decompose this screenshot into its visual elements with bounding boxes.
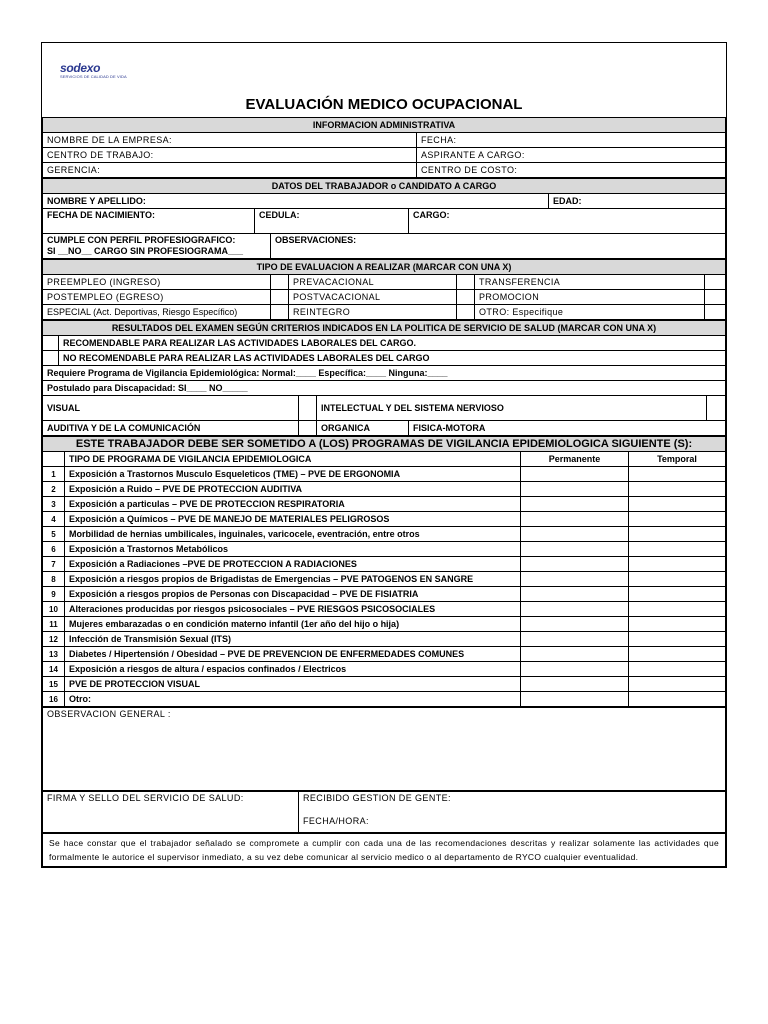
program-temporal-cell[interactable] [629, 692, 726, 707]
programs-permanente-header: Permanente [521, 452, 629, 467]
program-number: 9 [43, 587, 65, 602]
checkbox-recomendable[interactable] [43, 336, 59, 351]
program-permanente-cell[interactable] [521, 662, 629, 677]
programs-table [42, 436, 726, 707]
nombre-field[interactable]: NOMBRE Y APELLIDO: [43, 194, 549, 209]
program-row [43, 647, 726, 662]
recomendable-label: RECOMENDABLE PARA REALIZAR LAS ACTIVIDADES LABORALES DEL CARGO. [59, 336, 726, 351]
program-temporal-cell[interactable] [629, 512, 726, 527]
program-label: Exposición a particulas – PVE DE PROTECCION RESPIRATORIA [65, 497, 521, 512]
program-row [43, 542, 726, 557]
eval-postempleo: POSTEMPLEO (EGRESO) [43, 290, 271, 305]
program-temporal-cell[interactable] [629, 482, 726, 497]
observacion-general-field[interactable]: OBSERVACION GENERAL : [43, 708, 726, 791]
program-permanente-cell[interactable] [521, 512, 629, 527]
program-permanente-cell[interactable] [521, 482, 629, 497]
program-permanente-cell[interactable] [521, 527, 629, 542]
signatures-table [42, 791, 726, 833]
programs-number-header [43, 452, 65, 467]
program-label: Exposición a Radiaciones –PVE DE PROTECCION A RADIACIONES [65, 557, 521, 572]
observaciones-field[interactable]: OBSERVACIONES: [271, 234, 726, 259]
aspirante-field[interactable]: ASPIRANTE A CARGO: [417, 148, 726, 163]
organica-label: ORGANICA [317, 421, 409, 436]
perfil-field[interactable] [43, 234, 271, 259]
centro-costo-field[interactable]: CENTRO DE COSTO: [417, 163, 726, 178]
program-temporal-cell[interactable] [629, 677, 726, 692]
checkbox-prevacacional[interactable] [457, 275, 475, 290]
program-temporal-cell[interactable] [629, 542, 726, 557]
visual-label: VISUAL [43, 396, 299, 421]
program-rows [43, 467, 726, 707]
program-label: Exposición a Trastornos Metabólicos [65, 542, 521, 557]
worker-table [42, 178, 726, 259]
eval-preempleo: PREEMPLEO (INGRESO) [43, 275, 271, 290]
program-number: 12 [43, 632, 65, 647]
program-row [43, 497, 726, 512]
checkbox-auditiva[interactable] [299, 421, 317, 436]
auditiva-label: AUDITIVA Y DE LA COMUNICACIÓN [43, 421, 299, 436]
eval-especial: ESPECIAL (Act. Deportivas, Riesgo Específico) [43, 305, 271, 320]
fisica-label: FISICA-MOTORA [409, 421, 726, 436]
program-number: 3 [43, 497, 65, 512]
program-label: Exposición a Ruido – PVE DE PROTECCION AUDITIVA [65, 482, 521, 497]
recibido-label: RECIBIDO GESTION DE GENTE: [303, 793, 451, 803]
program-label: Exposición a riesgos de altura / espacios confinados / Electricos [65, 662, 521, 677]
logo-area [42, 43, 726, 93]
program-label: Exposición a Químicos – PVE DE MANEJO DE MATERIALES PELIGROSOS [65, 512, 521, 527]
logo-word: sodexo [60, 61, 101, 75]
footer-table [42, 833, 726, 867]
program-permanente-cell[interactable] [521, 587, 629, 602]
no-recomendable-label: NO RECOMENDABLE PARA REALIZAR LAS ACTIVIDADES LABORALES DEL CARGO [59, 351, 726, 366]
eval-promocion: PROMOCION [475, 290, 705, 305]
perfil-line-2: SI __NO__ CARGO SIN PROFESIOGRAMA___ [47, 246, 244, 256]
empresa-field[interactable]: NOMBRE DE LA EMPRESA: [43, 133, 417, 148]
program-temporal-cell[interactable] [629, 497, 726, 512]
program-temporal-cell[interactable] [629, 617, 726, 632]
program-temporal-cell[interactable] [629, 632, 726, 647]
program-temporal-cell[interactable] [629, 647, 726, 662]
program-row [43, 572, 726, 587]
program-permanente-cell[interactable] [521, 542, 629, 557]
cedula-field[interactable]: CEDULA: [255, 209, 409, 234]
observacion-table [42, 707, 726, 791]
program-temporal-cell[interactable] [629, 662, 726, 677]
cargo-field[interactable]: CARGO: [409, 209, 726, 234]
eval-otro: OTRO: Especifique [475, 305, 705, 320]
programs-temporal-header: Temporal [629, 452, 726, 467]
program-temporal-cell[interactable] [629, 557, 726, 572]
recibido-field[interactable] [299, 792, 726, 833]
program-permanente-cell[interactable] [521, 572, 629, 587]
program-number: 1 [43, 467, 65, 482]
intelectual-label: INTELECTUAL Y DEL SISTEMA NERVIOSO [317, 396, 707, 421]
checkbox-otro[interactable] [705, 305, 726, 320]
program-row [43, 587, 726, 602]
eval-type-header: TIPO DE EVALUACION A REALIZAR (MARCAR CON UNA X) [43, 260, 726, 275]
program-number: 7 [43, 557, 65, 572]
program-number: 5 [43, 527, 65, 542]
checkbox-preempleo[interactable] [271, 275, 289, 290]
program-row [43, 692, 726, 707]
program-permanente-cell[interactable] [521, 497, 629, 512]
checkbox-intelectual[interactable] [707, 396, 726, 421]
program-permanente-cell[interactable] [521, 632, 629, 647]
program-row [43, 632, 726, 647]
centro-trabajo-field[interactable]: CENTRO DE TRABAJO: [43, 148, 417, 163]
program-number: 11 [43, 617, 65, 632]
medical-evaluation-form [41, 42, 727, 868]
checkbox-reintegro[interactable] [457, 305, 475, 320]
program-permanente-cell[interactable] [521, 557, 629, 572]
eval-reintegro: REINTEGRO [289, 305, 457, 320]
program-row [43, 482, 726, 497]
nacimiento-field[interactable]: FECHA DE NACIMIENTO: [43, 209, 255, 234]
worker-header: DATOS DEL TRABAJADOR o CANDIDATO A CARGO [43, 179, 726, 194]
sodexo-logo [60, 61, 127, 79]
admin-header: INFORMACION ADMINISTRATIVA [43, 118, 726, 133]
program-permanente-cell[interactable] [521, 467, 629, 482]
program-row [43, 662, 726, 677]
program-permanente-cell[interactable] [521, 602, 629, 617]
program-permanente-cell[interactable] [521, 677, 629, 692]
program-row [43, 512, 726, 527]
program-permanente-cell[interactable] [521, 647, 629, 662]
program-temporal-cell[interactable] [629, 572, 726, 587]
program-label: Diabetes / Hipertensión / Obesidad – PVE DE PREVENCION DE ENFERMEDADES COMUNES [65, 647, 521, 662]
program-label: Exposición a riesgos propios de Brigadistas de Emergencias – PVE PATOGENOS EN SANGRE [65, 572, 521, 587]
page-title: EVALUACIÓN MEDICO OCUPACIONAL [245, 96, 523, 113]
program-number: 14 [43, 662, 65, 677]
checkbox-especial[interactable] [271, 305, 289, 320]
fecha-hora-label: FECHA/HORA: [303, 816, 369, 826]
program-label: Otro: [65, 692, 521, 707]
checkbox-promocion[interactable] [705, 290, 726, 305]
eval-transferencia: TRANSFERENCIA [475, 275, 705, 290]
edad-field[interactable]: EDAD: [549, 194, 726, 209]
program-label: Exposición a Trastornos Musculo Esqueleticos (TME) – PVE DE ERGONOMIA [65, 467, 521, 482]
logo-tagline: SERVICIOS DE CALIDAD DE VIDA [60, 74, 127, 79]
program-label: Infección de Transmisión Sexual (ITS) [65, 632, 521, 647]
program-number: 13 [43, 647, 65, 662]
programs-header: ESTE TRABAJADOR DEBE SER SOMETIDO A (LOS) PROGRAMAS DE VIGILANCIA EPIDEMIOLOGICA SIGUIENTE (S): [43, 437, 726, 452]
program-number: 15 [43, 677, 65, 692]
program-number: 10 [43, 602, 65, 617]
program-row [43, 557, 726, 572]
checkbox-no-recomendable[interactable] [43, 351, 59, 366]
program-number: 2 [43, 482, 65, 497]
checkbox-visual[interactable] [299, 396, 317, 421]
program-temporal-cell[interactable] [629, 467, 726, 482]
program-number: 16 [43, 692, 65, 707]
perfil-line-1: CUMPLE CON PERFIL PROFESIOGRAFICO: [47, 235, 236, 245]
program-permanente-cell[interactable] [521, 617, 629, 632]
program-number: 6 [43, 542, 65, 557]
program-temporal-cell[interactable] [629, 602, 726, 617]
program-label: PVE DE PROTECCION VISUAL [65, 677, 521, 692]
checkbox-transferencia[interactable] [705, 275, 726, 290]
program-temporal-cell[interactable] [629, 587, 726, 602]
program-label: Morbilidad de hernias umbilicales, inguinales, varicocele, eventración, entre otros [65, 527, 521, 542]
eval-prevacacional: PREVACACIONAL [289, 275, 457, 290]
gerencia-field[interactable]: GERENCIA: [43, 163, 417, 178]
eval-postvacacional: POSTVACACIONAL [289, 290, 457, 305]
fecha-field[interactable]: FECHA: [417, 133, 726, 148]
program-label: Mujeres embarazadas o en condición materno infantil (1er año del hijo o hija) [65, 617, 521, 632]
programs-type-header: TIPO DE PROGRAMA DE VIGILANCIA EPIDEMIOLOGICA [65, 452, 521, 467]
footer-disclaimer: Se hace constar que el trabajador señalado se compromete a cumplir con cada una de las recomendaciones descritas y realizar solamente las actividades que formalmente le autorice el supervisor inmediato, a su vez debe comunicar al servicio medico o al departamento de RYCO cualquier eventualidad. [43, 834, 726, 867]
program-permanente-cell[interactable] [521, 692, 629, 707]
program-number: 8 [43, 572, 65, 587]
program-row [43, 467, 726, 482]
program-row [43, 677, 726, 692]
program-temporal-cell[interactable] [629, 527, 726, 542]
firma-sello-field[interactable]: FIRMA Y SELLO DEL SERVICIO DE SALUD: [43, 792, 299, 833]
results-table [42, 320, 726, 436]
eval-type-table [42, 259, 726, 320]
admin-table [42, 117, 726, 178]
results-header: RESULTADOS DEL EXAMEN SEGÚN CRITERIOS INDICADOS EN LA POLITICA DE SERVICIO DE SALUD (MARCAR CON UNA X) [43, 321, 726, 336]
program-row [43, 527, 726, 542]
discapacidad-field[interactable]: Postulado para Discapacidad: SI____ NO_____ [43, 381, 726, 396]
program-number: 4 [43, 512, 65, 527]
program-label: Exposición a riesgos propios de Personas con Discapacidad – PVE DE FISIATRIA [65, 587, 521, 602]
program-row [43, 617, 726, 632]
program-row [43, 602, 726, 617]
checkbox-postempleo[interactable] [271, 290, 289, 305]
vigilancia-field[interactable]: Requiere Programa de Vigilancia Epidemiológica: Normal:____ Específica:____ Ninguna:____ [43, 366, 726, 381]
checkbox-postvacacional[interactable] [457, 290, 475, 305]
program-label: Alteraciones producidas por riesgos psicosociales – PVE RIESGOS PSICOSOCIALES [65, 602, 521, 617]
